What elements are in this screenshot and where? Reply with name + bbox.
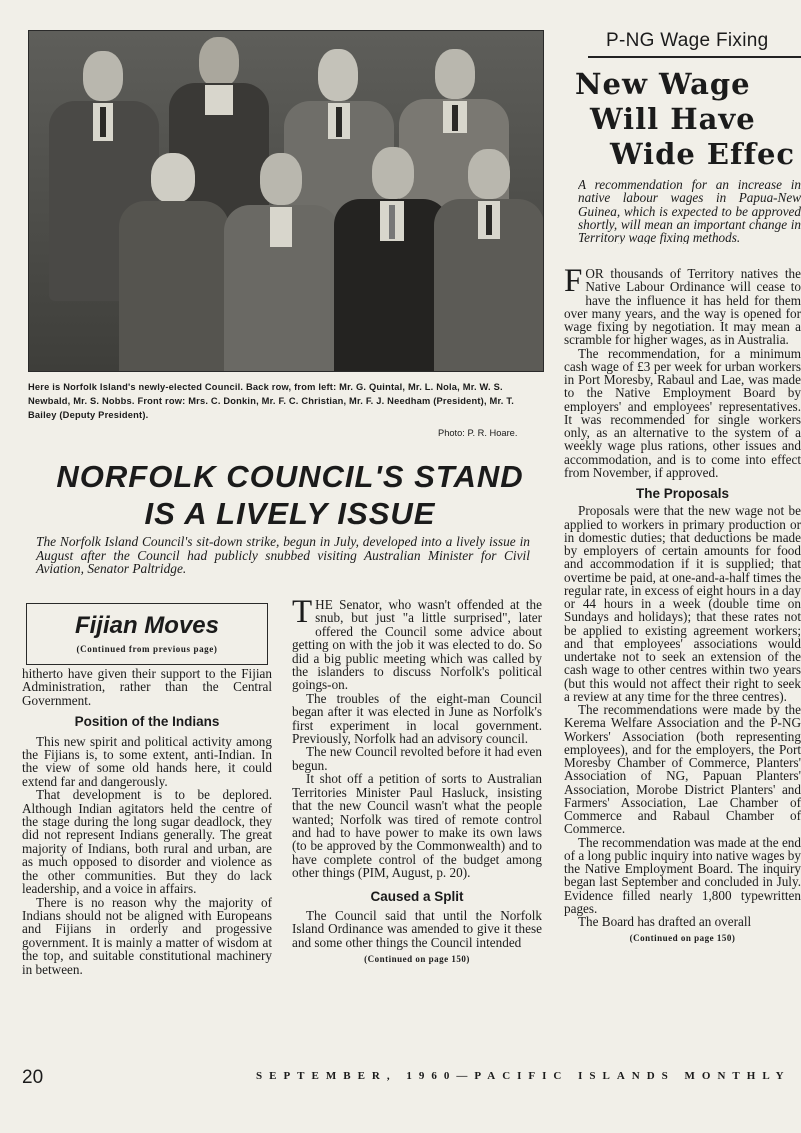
person-figure bbox=[119, 149, 229, 372]
drop-cap: F bbox=[564, 267, 583, 299]
subhead-split: Caused a Split bbox=[370, 888, 464, 904]
paragraph: The recommendations were made by the Kerema Welfare Association and the P-NG Workers' Association (both representing employees), and for the employers, the Port Moresby Chamber of Commerce, Planters' Association of NG, Papuan Planters' Association, Morobe District Planters' and Farmers' Association, Lae Chamber of Commerce and Rabaul Chamber of Commerce. bbox=[564, 702, 801, 837]
paragraph: The recommendation, for a minimum cash wage of £3 per week for urban workers in Port Moresby, Rabaul and Lae, was made to the Native Employment Board by employers' and employees' representatives. It was recommended for single workers only, as an alternative to the system of a weekly wage plus rations, other issues and accommodation, and is to come into effect from November, if approved. bbox=[564, 345, 801, 480]
small-caps-lead: OR bbox=[585, 267, 604, 281]
wage-headline: New Wage Will Have Wide Effec bbox=[575, 67, 796, 171]
paragraph: There is no reason why the majority of Indians should not be aligned with Europeans and Fijians in orderly and progessive government. It is mainly a matter of wisdom at the top, and suitable constitutional machinery in between. bbox=[22, 894, 272, 977]
norfolk-column bbox=[292, 594, 542, 967]
small-caps-lead: HE bbox=[315, 597, 333, 612]
fijian-moves-header bbox=[26, 603, 268, 665]
section-rule bbox=[588, 56, 801, 58]
paragraph: hitherto have given their support to the Fijian Administration, rather than the Central Government. bbox=[22, 666, 272, 708]
fijian-continued-from: (Continued from previous page) bbox=[76, 644, 218, 654]
council-photo bbox=[28, 30, 544, 372]
person-figure bbox=[334, 141, 449, 372]
person-figure bbox=[224, 149, 339, 372]
paragraph: The Board has drafted an overall bbox=[578, 914, 752, 929]
issue-line: SEPTEMBER, 1960—PACIFIC ISLANDS MONTHLY bbox=[256, 1070, 791, 1082]
subhead-indians: Position of the Indians bbox=[74, 714, 220, 730]
person-figure bbox=[434, 141, 544, 372]
paragraph: That development is to be deplored. Although Indian agitators held the centre of the stage during the long sugar deadlock, they did not represent Indians generally. The great majority of Indians, both rural and urban, are as much opposed to disorder and violence as the other communities. But they do lack leadership, and a voice in affairs. bbox=[22, 787, 272, 897]
norfolk-headline: NORFOLK COUNCIL'S STAND IS A LIVELY ISSUE bbox=[56, 459, 524, 531]
fijian-title: Fijian Moves bbox=[74, 612, 220, 639]
paragraph: The troubles of the eight-man Council began after it was elected in June as Norfolk's first experiment in local government. Previously, Norfolk had an advisory council. bbox=[292, 690, 542, 747]
fijian-column bbox=[22, 667, 272, 976]
paragraph: This new spirit and political activity among the Fijians is, to some extent, anti-Indian. In the view of some old hands here, it could extend far and dangerously. bbox=[22, 733, 272, 789]
wage-column bbox=[564, 267, 801, 946]
continued-note: (Continued on page 150) bbox=[364, 954, 470, 965]
page-number: 20 bbox=[22, 1067, 44, 1088]
paragraph: The new Council revolted before it had even begun. bbox=[292, 744, 542, 773]
section-label: P-NG Wage Fixing bbox=[606, 30, 769, 51]
continued-note: (Continued on page 150) bbox=[629, 933, 736, 944]
photo-credit: Photo: P. R. Hoare. bbox=[438, 428, 518, 438]
paragraph: It shot off a petition of sorts to Australian Territories Minister Paul Hasluck, insisting that the new Council wasn't what the people wanted; Norfolk was tired of remote control and had to have power to make its own laws (to be approved by the Commonwealth) and to have complete control of the budget among other things (PIM, August, p. 20). bbox=[292, 771, 542, 881]
norfolk-intro: The Norfolk Island Council's sit-down strike, begun in July, developed into a lively issue in August after the Council had publicly snubbed visiting Australian Minister for Civil Aviation, Senator Paltridge. bbox=[36, 534, 530, 576]
paragraph: The Council said that until the Norfolk Island Ordinance was amended to give it these and some other things the Council intended bbox=[292, 907, 542, 950]
paragraph: The recommendation was made at the end of a long public inquiry into native wages by the Native Employment Board. The inquiry began last September and concluded in July. Evidence filled nearly 1,800 typewritten pages. bbox=[564, 834, 801, 916]
subhead-proposals: The Proposals bbox=[635, 486, 730, 501]
paragraph: FOR thousands of Territory natives the Native Labour Ordinance will cease to have the influence it has held for them over many years, and the way is opened for wage fixing by negotiation. It may mean a scramble for higher wages, as in Australia. bbox=[564, 267, 801, 348]
drop-cap: T bbox=[292, 594, 313, 630]
photo-caption: Here is Norfolk Island's newly-elected Council. Back row, from left: Mr. G. Quintal, Mr. L. Nola, Mr. W. S. Newbald, Mr. S. Nobbs. Front row: Mrs. C. Donkin, Mr. F. C. Christian, Mr. F. J. Needham (President), Mr. T. Bailey (Deputy President). bbox=[28, 382, 514, 420]
paragraph: Proposals were that the new wage not be applied to workers in primary production or in domestic duties; that deductions be made by employers of certain amounts for food and accommodation if it is supplied; that overtime be paid, at one-and-a-half times the regular rate, in excess of eight hours in a day or 44 hours in a week (double time on Sundays and holidays); that these rates not be applied to existing agreement workers; and that employees' associations would undertake not to seek an extension of the cash wage to other centres within two years (but this would not affect their right to seek a review at any time for the three centres). bbox=[564, 503, 801, 704]
paragraph: THE Senator, who wasn't offended at the snub, but just "a little surprised", later offered the Council some advice about getting on with the job it was elected to do. So did a big public meeting which was called by the islanders to discuss Norfolk's political goings-on. bbox=[292, 594, 542, 693]
wage-intro: A recommendation for an increase in native labour wages in Papua-New Guinea, which is expected to be approved shortly, will mean an important change in Territory wage fixing methods. bbox=[578, 178, 801, 245]
